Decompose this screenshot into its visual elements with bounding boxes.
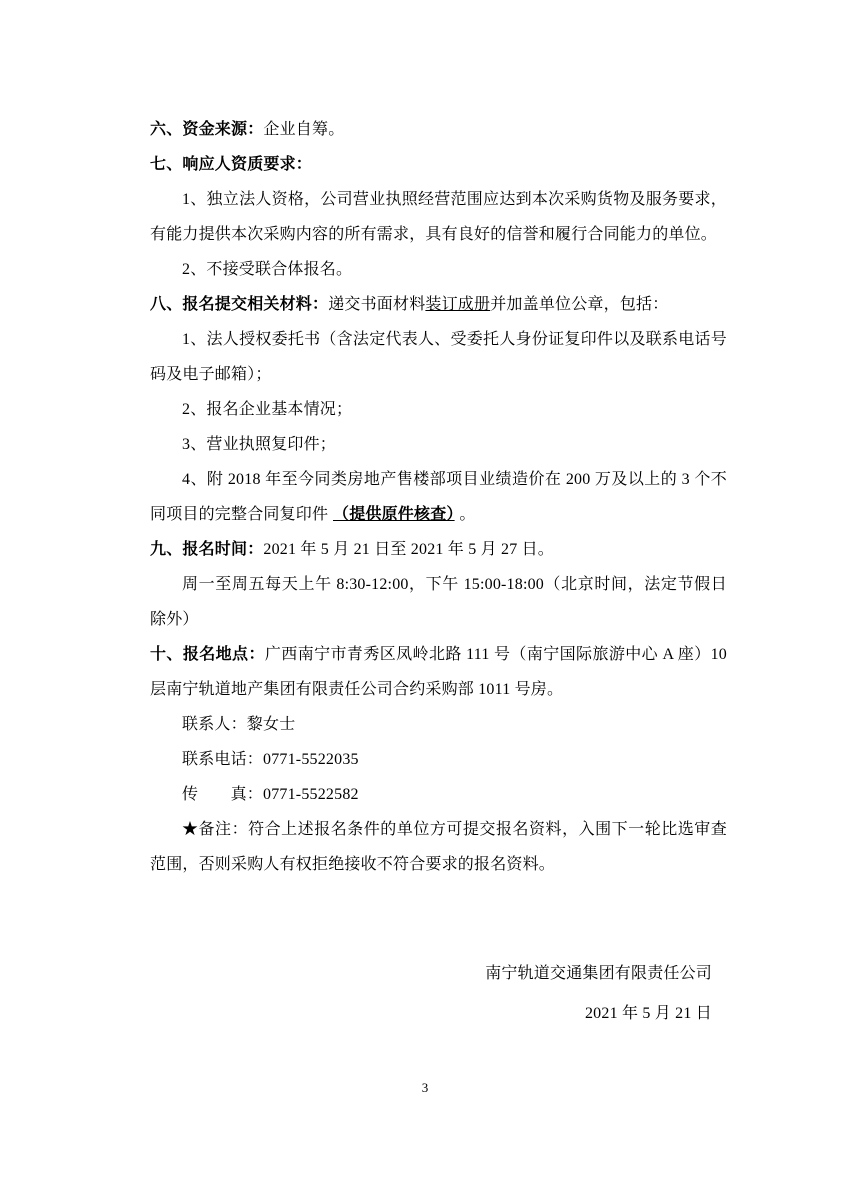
qualification-item-2: 2、不接受联合体报名。 <box>182 261 353 278</box>
materials-item-4 <box>150 462 727 532</box>
section-materials-heading <box>150 287 727 322</box>
page-number: 3 <box>421 1080 429 1095</box>
fax-line: 传 真：0771-5522582 <box>182 786 359 803</box>
section-funding-source-body: 企业自筹。 <box>263 121 345 138</box>
section-funding-source-label: 六、资金来源： <box>150 121 264 138</box>
section-materials-pre: 递交书面材料 <box>328 296 426 313</box>
materials-item-4-post: 。 <box>459 506 476 523</box>
section-materials-label: 八、报名提交相关材料： <box>150 296 329 313</box>
signature-date: 2021 年 5 月 21 日 <box>584 1005 712 1022</box>
section-funding-source <box>150 112 727 147</box>
materials-item-4-bold-underlined: （提供原件核查） <box>333 506 455 523</box>
materials-item-3: 3、营业执照复印件； <box>182 436 337 453</box>
signup-time-hours: 周一至周五每天上午 8:30-12:00，下午 15:00-18:00（北京时间，法定节假日除外） <box>150 576 727 628</box>
contact-phone-line: 联系电话：0771-5522035 <box>182 751 359 768</box>
section-signup-time-body: 2021 年 5 月 21 日至 2021 年 5 月 27 日。 <box>263 541 555 558</box>
section-materials-post: 并加盖单位公章，包括： <box>490 296 669 313</box>
section-materials-underlined: 装订成册 <box>425 296 491 313</box>
section-qualification-heading <box>150 147 727 182</box>
materials-item-4-pre: 4、附 2018 年至今同类房地产售楼部项目业绩造价在 200 万及以上的 3 个不同项目的完整合同复印件 <box>150 471 727 523</box>
signature-company: 南宁轨道交通集团有限责任公司 <box>485 965 712 982</box>
qualification-item-1: 1、独立法人资格，公司营业执照经营范围应达到本次采购货物及服务要求，有能力提供本次采购内容的所有需求，具有良好的信誉和履行合同能力的单位。 <box>150 191 727 243</box>
section-signup-time-label: 九、报名时间： <box>150 541 264 558</box>
section-signup-location-body: 广西南宁市青秀区凤岭北路 111 号（南宁国际旅游中心 A 座）10 层南宁轨道地产集团有限责任公司合约采购部 1011 号房。 <box>150 646 727 698</box>
materials-item-2: 2、报名企业基本情况； <box>182 401 353 418</box>
signature-block <box>150 954 727 1034</box>
contact-person-line: 联系人：黎女士 <box>182 716 296 733</box>
materials-item-1: 1、法人授权委托书（含法定代表人、受委托人身份证复印件以及联系电话号码及电子邮箱）； <box>150 331 727 383</box>
remark-paragraph: ★备注：符合上述报名条件的单位方可提交报名资料，入围下一轮比选审查范围，否则采购人有权拒绝接收不符合要求的报名资料。 <box>150 821 727 873</box>
section-signup-location-label: 十、报名地点： <box>150 646 265 663</box>
section-qualification-label: 七、响应人资质要求： <box>150 156 313 173</box>
section-signup-location-heading <box>150 637 727 707</box>
section-signup-time-heading <box>150 532 727 567</box>
